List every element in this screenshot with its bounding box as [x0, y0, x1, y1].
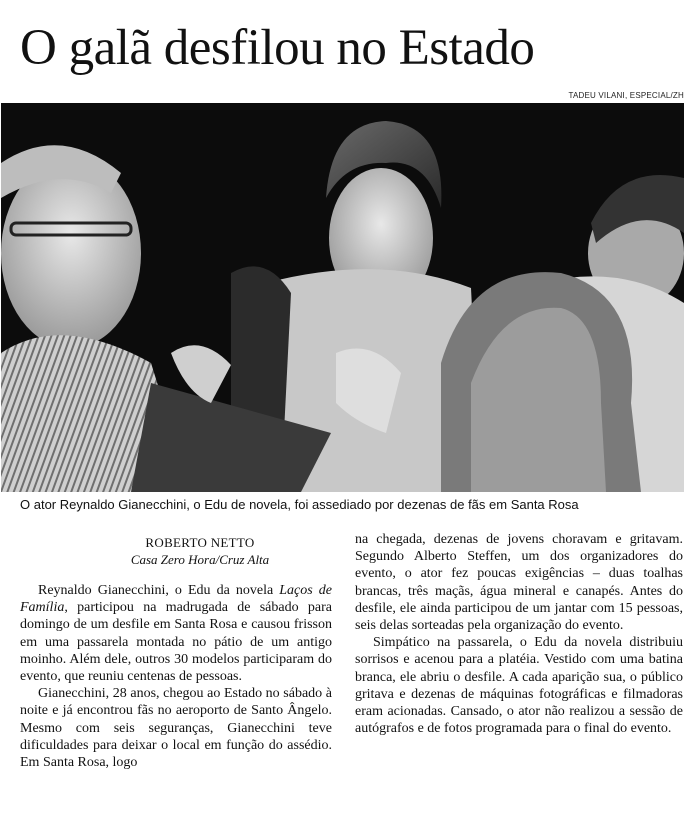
photo-caption: O ator Reynaldo Gianecchini, o Edu de novela, foi assediado por dezenas de fãs em Santa Rosa — [20, 497, 579, 512]
paragraph-1-lead: Reynaldo Gianecchini, o Edu da novela — [38, 583, 280, 598]
byline-author: ROBERTO NETTO — [145, 535, 255, 550]
photo-credit: TADEU VILANI, ESPECIAL/ZH — [568, 91, 684, 100]
novela-title: Laços de Família — [20, 583, 332, 616]
headline: O galã desfilou no Estado — [20, 20, 535, 76]
news-photo — [1, 103, 684, 492]
paragraph-2-end: na chegada, dezenas de jovens choravam e gritavam. Segundo Alberto Steffen, um dos organizadores do evento, o ator fez poucas exigências – duas toalhas brancas, três maçãs, água mineral e canapés. Antes do desfile, ele ainda participou de um jantar com 15 pessoas, seis delas sorteadas pela organização do evento. — [355, 532, 683, 634]
paragraph-1-rest: , participou na madrugada de sábado para domingo de um desfile em Santa Rosa e causou frisson em uma passarela montada no pátio de um antigo moinho. Além dele, outros 30 modelos participaram do evento, que reuniu centenas de pessoas. — [20, 600, 332, 685]
article-column-2 — [355, 531, 683, 737]
paragraph-1 — [20, 582, 332, 685]
photo-illustration — [1, 103, 684, 492]
byline-source: Casa Zero Hora/Cruz Alta — [130, 552, 270, 567]
paragraph-3: Simpático na passarela, o Edu da novela distribuiu sorrisos e acenou para a platéia. Vestido com uma batina branca, ele abriu o desfile. A cada aparição sua, o público gritava e dezenas de máquinas fotográficas e filmadoras eram acionadas. Cansado, o ator não realizou a sessão de autógrafos e de fotos programada para o final do evento. — [355, 635, 683, 737]
paragraph-2-start: Gianecchini, 28 anos, chegou ao Estado no sábado à noite e já encontrou fãs no aeroporto de Santo Ângelo. Mesmo com seis seguranças, Gianecchini teve dificuldades para deixar o local em função do assédio. Em Santa Rosa, logo — [20, 686, 332, 771]
article-column-1 — [20, 582, 332, 771]
byline — [70, 534, 330, 568]
